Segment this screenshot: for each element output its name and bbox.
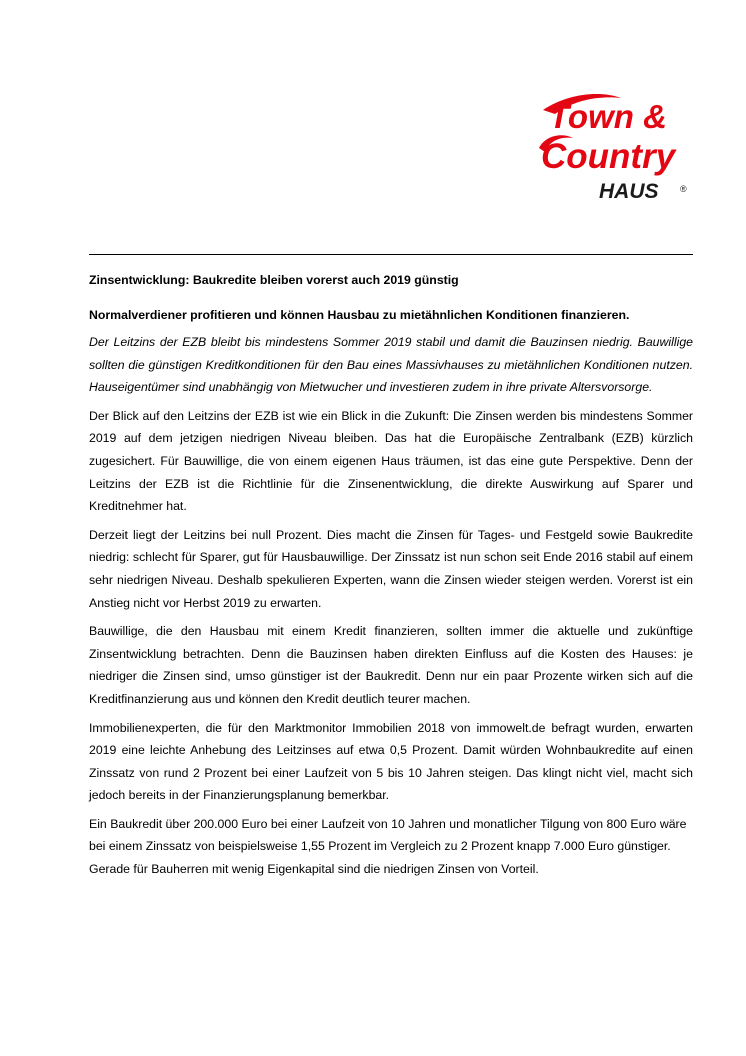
article-subheading: Normalverdiener profitieren und können Hausbau zu mietähnlichen Konditionen finanzieren. [89,308,630,322]
town-country-haus-logo [537,88,697,208]
article-paragraph-4: Immobilienexperten, die für den Marktmonitor Immobilien 2018 von immowelt.de befragt wurden, erwarten 2019 eine leichte Anhebung des Leitzinses auf etwa 0,5 Prozent. Damit würden Wohnbaukredite auf einen Zinssatz von rund 2 Prozent bei einer Laufzeit von 5 bis 10 Jahren steigen. Das klingt nicht viel, macht sich jedoch bereits in der Finanzierungsplanung bemerkbar. [89,720,693,803]
logo-registered-mark: ® [680,184,687,194]
logo-line-3: HAUS [599,180,659,203]
article-paragraph-1: Der Blick auf den Leitzins der EZB ist wie ein Blick in die Zukunft: Die Zinsen werden bis mindestens Sommer 2019 auf dem jetzigen niedrigen Niveau bleiben. Das hat die Europäische Zentralbank (EZB) kürzlich zugesichert. Für Bauwillige, die von einem eigenen Haus träumen, ist das eine gute Perspektive. Denn der Leitzins der EZB ist die Richtlinie für die Zinsenentwicklung, die direkte Auswirkung auf Sparer und Kreditnehmer hat. [89,408,693,514]
header-divider [89,254,693,255]
article-heading: Zinsentwicklung: Baukredite bleiben vorerst auch 2019 günstig [89,273,459,287]
article-paragraph-5: Ein Baukredit über 200.000 Euro bei einer Laufzeit von 10 Jahren und monatlicher Tilgung von 800 Euro wäre bei einem Zinssatz von beispielsweise 1,55 Prozent im Vergleich zu 2 Prozent knapp 7.000 Euro günstiger. Gerade für Bauherren mit wenig Eigenkapital sind die niedrigen Zinsen von Vorteil. [89,816,687,877]
logo-line-1: Town & [549,98,667,135]
article-paragraph-3: Bauwillige, die den Hausbau mit einem Kredit finanzieren, sollten immer die aktuelle und zukünftige Zinsentwicklung betrachten. Denn die Bauzinsen haben direkten Einfluss auf die Kosten des Hauses: je niedriger die Zinsen sind, umso günstiger ist der Baukredit. Denn nur ein paar Prozente wirken sich auf die Kreditfinanzierung aus und können den Kredit deutlich teurer machen. [89,624,693,706]
article-lead: Der Leitzins der EZB bleibt bis mindestens Sommer 2019 stabil und damit die Bauzinsen niedrig. Bauwillige sollten die günstigen Kreditkonditionen für den Bau eines Massivhauses zu mietähnlichen Konditionen nutzen. Hauseigentümer sind unabhängig von Mietwucher und investieren zudem in ihre private Altersvorsorge. [89,335,693,395]
article-paragraph-2: Derzeit liegt der Leitzins bei null Prozent. Dies macht die Zinsen für Tages- und Festgeld sowie Baukredite niedrig: schlecht für Sparer, gut für Hausbauwillige. Der Zinssatz ist nun schon seit Ende 2016 stabil auf einem sehr niedrigen Niveau. Deshalb spekulieren Experten, wann die Zinsen wieder steigen werden. Vorerst ist ein Anstieg nicht vor Herbst 2019 zu erwarten. [89,527,693,610]
logo-line-2: Country [541,137,676,176]
article-body [89,272,693,887]
